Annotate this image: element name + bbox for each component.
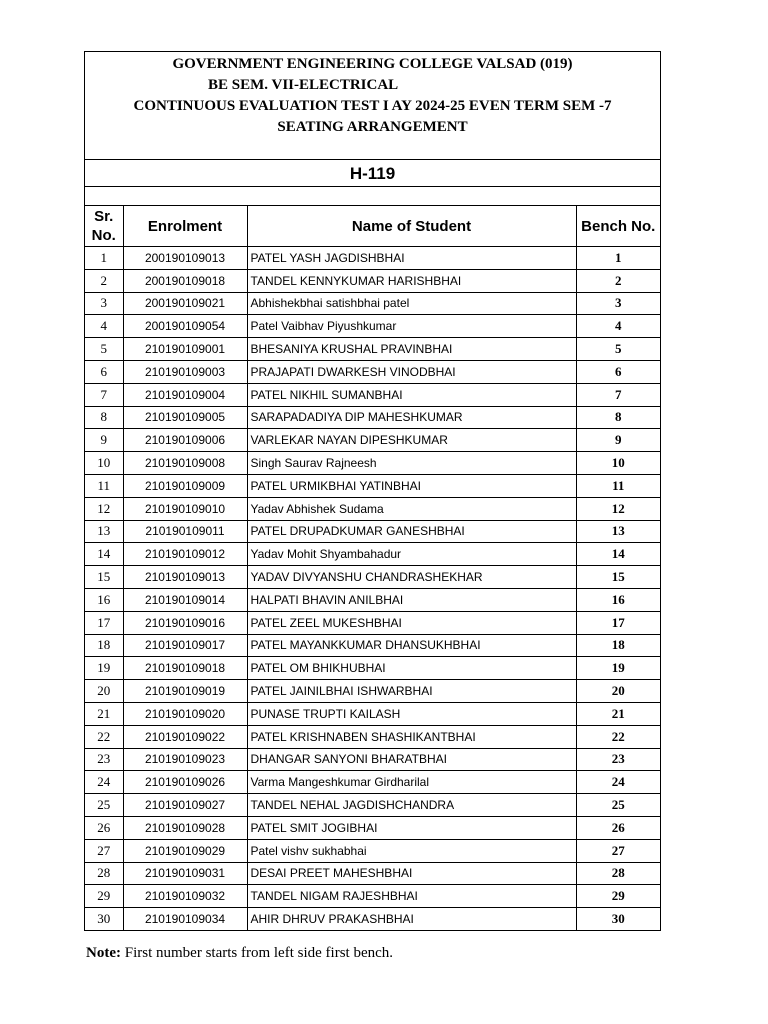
seating-sheet — [84, 51, 661, 931]
col-header-bench: Bench No. — [576, 206, 660, 247]
cell-enrolment: 210190109004 — [123, 383, 247, 406]
table-row — [85, 680, 660, 703]
table-row — [85, 315, 660, 338]
cell-name: Singh Saurav Rajneesh — [247, 452, 576, 475]
cell-name: Varma Mangeshkumar Girdharilal — [247, 771, 576, 794]
cell-name: PATEL DRUPADKUMAR GANESHBHAI — [247, 520, 576, 543]
table-row — [85, 588, 660, 611]
cell-bench: 25 — [576, 794, 660, 817]
cell-bench: 10 — [576, 452, 660, 475]
cell-name: Patel Vaibhav Piyushkumar — [247, 315, 576, 338]
cell-bench: 8 — [576, 406, 660, 429]
cell-name: PATEL JAINILBHAI ISHWARBHAI — [247, 680, 576, 703]
table-row — [85, 885, 660, 908]
table-row — [85, 816, 660, 839]
cell-enrolment: 210190109026 — [123, 771, 247, 794]
note-label: Note: — [86, 945, 121, 961]
cell-sr: 28 — [85, 862, 123, 885]
cell-sr: 14 — [85, 543, 123, 566]
table-row — [85, 247, 660, 270]
cell-bench: 12 — [576, 497, 660, 520]
cell-bench: 15 — [576, 566, 660, 589]
table-row — [85, 794, 660, 817]
cell-sr: 18 — [85, 634, 123, 657]
cell-bench: 6 — [576, 360, 660, 383]
cell-name: PATEL OM BHIKHUBHAI — [247, 657, 576, 680]
table-row — [85, 520, 660, 543]
col-header-name: Name of Student — [247, 206, 576, 247]
table-row — [85, 406, 660, 429]
cell-bench: 7 — [576, 383, 660, 406]
cell-name: PATEL URMIKBHAI YATINBHAI — [247, 474, 576, 497]
table-row — [85, 269, 660, 292]
cell-sr: 12 — [85, 497, 123, 520]
cell-bench: 9 — [576, 429, 660, 452]
table-row — [85, 839, 660, 862]
cell-sr: 26 — [85, 816, 123, 839]
cell-bench: 2 — [576, 269, 660, 292]
cell-enrolment: 210190109005 — [123, 406, 247, 429]
cell-enrolment: 210190109028 — [123, 816, 247, 839]
cell-name: PATEL SMIT JOGIBHAI — [247, 816, 576, 839]
cell-sr: 3 — [85, 292, 123, 315]
cell-sr: 2 — [85, 269, 123, 292]
cell-name: PATEL MAYANKKUMAR DHANSUKHBHAI — [247, 634, 576, 657]
cell-name: HALPATI BHAVIN ANILBHAI — [247, 588, 576, 611]
cell-enrolment: 210190109032 — [123, 885, 247, 908]
table-body — [85, 247, 660, 930]
cell-enrolment: 200190109013 — [123, 247, 247, 270]
cell-enrolment: 210190109012 — [123, 543, 247, 566]
cell-name: Yadav Mohit Shyambahadur — [247, 543, 576, 566]
seating-table — [85, 206, 660, 930]
cell-sr: 29 — [85, 885, 123, 908]
table-row — [85, 702, 660, 725]
cell-sr: 4 — [85, 315, 123, 338]
table-row — [85, 862, 660, 885]
cell-bench: 28 — [576, 862, 660, 885]
cell-bench: 3 — [576, 292, 660, 315]
cell-sr: 16 — [85, 588, 123, 611]
cell-name: PRAJAPATI DWARKESH VINODBHAI — [247, 360, 576, 383]
cell-sr: 5 — [85, 338, 123, 361]
table-row — [85, 725, 660, 748]
table-row — [85, 383, 660, 406]
cell-sr: 15 — [85, 566, 123, 589]
cell-sr: 9 — [85, 429, 123, 452]
cell-sr: 22 — [85, 725, 123, 748]
cell-enrolment: 200190109018 — [123, 269, 247, 292]
table-row — [85, 771, 660, 794]
cell-enrolment: 210190109020 — [123, 702, 247, 725]
table-row — [85, 634, 660, 657]
cell-bench: 5 — [576, 338, 660, 361]
cell-name: TANDEL NEHAL JAGDISHCHANDRA — [247, 794, 576, 817]
cell-enrolment: 210190109008 — [123, 452, 247, 475]
table-header-row — [85, 206, 660, 247]
cell-name: Abhishekbhai satishbhai patel — [247, 292, 576, 315]
table-row — [85, 748, 660, 771]
cell-name: TANDEL NIGAM RAJESHBHAI — [247, 885, 576, 908]
cell-enrolment: 210190109001 — [123, 338, 247, 361]
cell-enrolment: 210190109013 — [123, 566, 247, 589]
table-row — [85, 543, 660, 566]
cell-name: PATEL YASH JAGDISHBHAI — [247, 247, 576, 270]
table-row — [85, 566, 660, 589]
footer-note — [86, 945, 393, 962]
cell-sr: 27 — [85, 839, 123, 862]
cell-bench: 29 — [576, 885, 660, 908]
cell-name: PATEL ZEEL MUKESHBHAI — [247, 611, 576, 634]
branch-title: BE SEM. VII-ELECTRICAL — [208, 77, 399, 93]
table-row — [85, 429, 660, 452]
cell-sr: 1 — [85, 247, 123, 270]
college-title: GOVERNMENT ENGINEERING COLLEGE VALSAD (019) — [172, 56, 573, 72]
cell-sr: 20 — [85, 680, 123, 703]
col-header-sr: Sr. No. — [85, 206, 123, 247]
cell-sr: 21 — [85, 702, 123, 725]
cell-sr: 11 — [85, 474, 123, 497]
cell-enrolment: 210190109034 — [123, 908, 247, 930]
cell-name: VARLEKAR NAYAN DIPESHKUMAR — [247, 429, 576, 452]
cell-sr: 7 — [85, 383, 123, 406]
cell-enrolment: 210190109027 — [123, 794, 247, 817]
cell-sr: 25 — [85, 794, 123, 817]
cell-sr: 8 — [85, 406, 123, 429]
cell-name: AHIR DHRUV PRAKASHBHAI — [247, 908, 576, 930]
table-row — [85, 497, 660, 520]
table-row — [85, 360, 660, 383]
table-row — [85, 657, 660, 680]
cell-enrolment: 210190109017 — [123, 634, 247, 657]
cell-enrolment: 210190109010 — [123, 497, 247, 520]
cell-bench: 1 — [576, 247, 660, 270]
cell-sr: 13 — [85, 520, 123, 543]
cell-bench: 11 — [576, 474, 660, 497]
cell-sr: 24 — [85, 771, 123, 794]
spacer-row — [85, 187, 660, 206]
table-row — [85, 338, 660, 361]
cell-sr: 17 — [85, 611, 123, 634]
cell-bench: 19 — [576, 657, 660, 680]
room-number: H-119 — [85, 160, 660, 187]
cell-bench: 23 — [576, 748, 660, 771]
cell-sr: 23 — [85, 748, 123, 771]
cell-name: DHANGAR SANYONI BHARATBHAI — [247, 748, 576, 771]
note-text: First number starts from left side first bench. — [120, 945, 394, 961]
cell-name: Yadav Abhishek Sudama — [247, 497, 576, 520]
cell-enrolment: 210190109018 — [123, 657, 247, 680]
cell-name: Patel vishv sukhabhai — [247, 839, 576, 862]
cell-bench: 18 — [576, 634, 660, 657]
cell-sr: 10 — [85, 452, 123, 475]
cell-name: TANDEL KENNYKUMAR HARISHBHAI — [247, 269, 576, 292]
cell-enrolment: 200190109021 — [123, 292, 247, 315]
cell-bench: 16 — [576, 588, 660, 611]
table-row — [85, 292, 660, 315]
cell-enrolment: 210190109016 — [123, 611, 247, 634]
cell-bench: 20 — [576, 680, 660, 703]
table-row — [85, 452, 660, 475]
cell-enrolment: 210190109011 — [123, 520, 247, 543]
cell-enrolment: 210190109019 — [123, 680, 247, 703]
cell-enrolment: 210190109014 — [123, 588, 247, 611]
cell-bench: 22 — [576, 725, 660, 748]
exam-title: CONTINUOUS EVALUATION TEST I AY 2024-25 EVEN TERM SEM -7 — [133, 98, 612, 114]
table-row — [85, 474, 660, 497]
cell-name: PATEL NIKHIL SUMANBHAI — [247, 383, 576, 406]
cell-name: PUNASE TRUPTI KAILASH — [247, 702, 576, 725]
cell-bench: 26 — [576, 816, 660, 839]
cell-enrolment: 210190109029 — [123, 839, 247, 862]
cell-sr: 19 — [85, 657, 123, 680]
cell-enrolment: 200190109054 — [123, 315, 247, 338]
cell-name: DESAI PREET MAHESHBHAI — [247, 862, 576, 885]
cell-bench: 17 — [576, 611, 660, 634]
table-row — [85, 908, 660, 930]
document-title: SEATING ARRANGEMENT — [277, 119, 468, 135]
cell-bench: 13 — [576, 520, 660, 543]
cell-enrolment: 210190109003 — [123, 360, 247, 383]
cell-enrolment: 210190109006 — [123, 429, 247, 452]
col-header-enrolment: Enrolment — [123, 206, 247, 247]
cell-bench: 24 — [576, 771, 660, 794]
cell-sr: 30 — [85, 908, 123, 930]
cell-bench: 21 — [576, 702, 660, 725]
cell-enrolment: 210190109031 — [123, 862, 247, 885]
cell-name: PATEL KRISHNABEN SHASHIKANTBHAI — [247, 725, 576, 748]
document-header — [85, 52, 660, 160]
cell-sr: 6 — [85, 360, 123, 383]
cell-bench: 4 — [576, 315, 660, 338]
cell-name: SARAPADADIYA DIP MAHESHKUMAR — [247, 406, 576, 429]
cell-enrolment: 210190109023 — [123, 748, 247, 771]
cell-enrolment: 210190109009 — [123, 474, 247, 497]
table-row — [85, 611, 660, 634]
cell-bench: 30 — [611, 911, 625, 926]
cell-enrolment: 210190109022 — [123, 725, 247, 748]
cell-bench: 14 — [576, 543, 660, 566]
cell-name: BHESANIYA KRUSHAL PRAVINBHAI — [247, 338, 576, 361]
cell-bench: 27 — [576, 839, 660, 862]
cell-name: YADAV DIVYANSHU CHANDRASHEKHAR — [247, 566, 576, 589]
